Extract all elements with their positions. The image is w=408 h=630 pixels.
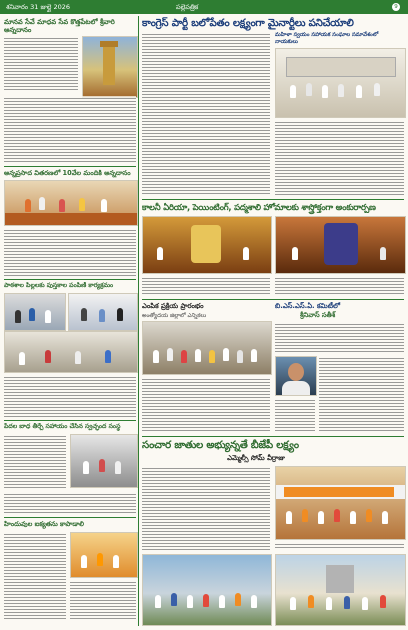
elected-subheadline: అంత్యోదయ జిల్లాలో ఎన్నికలు [142, 313, 207, 319]
big-story-text-col2 [275, 542, 404, 550]
outdoor-gathering-photo-1 [142, 554, 272, 626]
header-date: శనివారం 31 జుల్లై 2026 [6, 3, 71, 11]
left-story3-text [4, 375, 136, 417]
left-story4-text [4, 434, 66, 490]
page-header [0, 0, 408, 14]
left-story3-headline: పాఠశాల పిల్లలకు పుస్తకాల పంపిణీ కార్యక్రమం [4, 282, 114, 289]
school-event-photo-3 [4, 331, 138, 373]
bjp-committee-text-2 [319, 356, 404, 432]
left-divider-2 [4, 279, 136, 280]
left-story5-headline: హిందువుల ఐక్యతను కాపాడాలి [4, 520, 84, 528]
top-main-headline: కాంగ్రెస్ పార్టీ బలోపేతం లక్ష్యంగా మైనార్టీలు పనిచేయాలి [142, 18, 354, 29]
left-story5-text-2 [70, 580, 136, 620]
main-divider-2 [142, 299, 404, 300]
rally-photo [70, 532, 138, 578]
header-page-number: 9 [392, 3, 400, 11]
left-story1-text [4, 36, 78, 92]
outdoor-gathering-photo-2 [275, 554, 406, 626]
mid-text-col2 [275, 276, 404, 296]
portrait-photo [275, 356, 317, 396]
school-event-photo-1 [4, 293, 66, 331]
bjp-rally-photo [275, 466, 406, 540]
left-story4-headline: పేదల బాధ తీర్చే సహాయం చేసిన స్వచ్ఛంద సంస్థ [4, 423, 121, 430]
mid-headline: కాలనీ ఏరియా, పెయింటింగ్, పద్మశాలి హోమాలకు శాస్త్రోక్తంగా అంకురార్పణ [142, 202, 376, 212]
felicitation-photo [142, 321, 272, 375]
big-story-text-col1 [142, 466, 270, 550]
food-distribution-photo [4, 180, 138, 226]
left-story2-headline: అన్నప్రసాద వితరణలో 10వేల మందికి అన్నదానం [4, 169, 131, 177]
ceremony-photo-2 [275, 216, 406, 274]
elected-text [142, 377, 270, 433]
bjp-committee-text [275, 322, 404, 352]
header-paper-name: పల్లెపత్రిక [176, 3, 199, 11]
group-photo [70, 434, 138, 488]
ceremony-photo-1 [142, 216, 272, 274]
left-divider-1 [4, 166, 136, 167]
left-story1-headline: మానవ సేవే మాధవ సేవ కొత్తపేటలో శ్రీవారి అన్నదానం [4, 18, 115, 34]
elected-headline: ఎంపిక ప్రక్రియ ప్రారంభం [142, 302, 204, 310]
meeting-photo [275, 48, 406, 118]
left-story2-text [4, 228, 136, 276]
left-divider-3 [4, 420, 136, 421]
left-story5-text [4, 532, 66, 620]
temple-photo [82, 36, 138, 98]
left-story1-text-2 [4, 96, 136, 162]
bjp-committee-subheadline: శ్రీనివాస్ సతీశ్ [300, 311, 336, 319]
bjp-committee-text-3 [275, 398, 315, 432]
mid-text-col1 [142, 276, 270, 296]
big-headline: సంచార జాతుల అభ్యున్నతే బీజేపీ లక్ష్యం [142, 440, 299, 451]
school-event-photo-2 [68, 293, 138, 331]
big-subheadline: ఎమ్మెల్సీ సోమ్ వీర్రాజు [227, 454, 285, 462]
left-divider-4 [4, 517, 136, 518]
top-story-text-col2 [275, 120, 404, 196]
top-story-text-col1 [142, 32, 270, 196]
left-story4-text-2 [4, 492, 136, 514]
main-divider-3 [142, 436, 404, 437]
bjp-committee-headline: బి.ఎస్.ఎస్.ఏ. కమిటీలో [275, 302, 340, 310]
top-right-caption: మహిళా స్వయం సహాయక సంఘాల సమావేశంలో నాయకులు [275, 32, 379, 45]
main-divider-1 [142, 199, 404, 200]
column-divider [138, 16, 139, 626]
